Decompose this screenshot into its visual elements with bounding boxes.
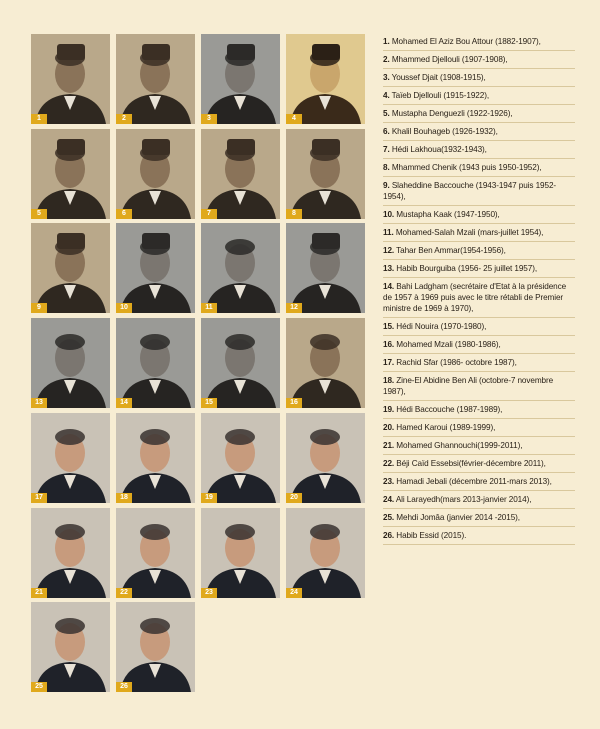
portrait-photo [31,602,110,692]
list-item [383,437,575,455]
portrait-number-badge: 4 [286,114,302,124]
list-item-text: Hamed Karoui (1989-1999), [394,423,496,432]
portrait-number-badge: 25 [31,682,47,692]
portrait-number-badge: 26 [116,682,132,692]
list-item-number: 14. [383,282,395,291]
portrait-number-badge: 3 [201,114,217,124]
portrait-number-badge: 9 [31,303,47,313]
list-item-number: 20. [383,423,395,432]
portrait-photo [31,34,110,124]
portrait-13 [31,318,110,408]
list-item-text: Zine-El Abidine Ben Ali (octobre-7 novembre 1987), [383,376,554,396]
list-item-number: 17. [383,358,395,367]
list-item-number: 9. [383,181,390,190]
list-item [383,206,575,224]
portrait-12 [286,223,365,313]
list-item [383,141,575,159]
portrait-photo [286,129,365,219]
list-item [383,318,575,336]
list-item-text: Mohamed Mzali (1980-1986), [394,340,501,349]
list-item-text: Mohamed Ghannouchi(1999-2011), [394,441,523,450]
list-item-number: 21. [383,441,395,450]
list-item-text: Tahar Ben Ammar(1954-1956), [394,246,506,255]
portrait-16 [286,318,365,408]
list-item-text: Mohamed El Aziz Bou Attour (1882-1907), [389,37,541,46]
list-item [383,473,575,491]
portrait-2 [116,34,195,124]
portrait-7 [201,129,280,219]
list-item-text: Hédi Baccouche (1987-1989), [394,405,503,414]
list-item-text: Mehdi Jomâa (janvier 2014 -2015), [394,513,520,522]
list-item-number: 3. [383,73,390,82]
portrait-photo [201,129,280,219]
list-item-text: Hamadi Jebali (décembre 2011-mars 2013), [394,477,552,486]
list-item [383,354,575,372]
list-item-text: Hédi Lakhoua(1932-1943), [389,145,487,154]
portrait-photo [286,34,365,124]
list-item-text: Mustapha Kaak (1947-1950), [394,210,500,219]
list-item-number: 24. [383,495,395,504]
portrait-photo [31,413,110,503]
portrait-18 [116,413,195,503]
list-item-number: 19. [383,405,395,414]
portrait-photo [201,318,280,408]
portrait-number-badge: 15 [201,398,217,408]
portrait-number-badge: 8 [286,209,302,219]
portrait-8 [286,129,365,219]
list-item-number: 5. [383,109,390,118]
portrait-24 [286,508,365,598]
portrait-number-badge: 20 [286,493,302,503]
portrait-photo [286,223,365,313]
portrait-number-badge: 5 [31,209,47,219]
list-item-text: Khalil Bouhageb (1926-1932), [389,127,498,136]
list-item-text: Hédi Nouira (1970-1980), [394,322,487,331]
list-item [383,372,575,401]
portrait-9 [31,223,110,313]
portrait-19 [201,413,280,503]
portrait-14 [116,318,195,408]
list-item-text: Béji Caïd Essebsi(février-décembre 2011), [394,459,546,468]
list-item [383,123,575,141]
list-item [383,33,575,51]
portrait-number-badge: 16 [286,398,302,408]
list-item [383,527,575,545]
list-item [383,336,575,354]
list-item [383,260,575,278]
portrait-number-badge: 21 [31,588,47,598]
portrait-number-badge: 6 [116,209,132,219]
portrait-photo [31,318,110,408]
portrait-26 [116,602,195,692]
list-item-number: 16. [383,340,395,349]
list-item-number: 18. [383,376,395,385]
portrait-photo [286,318,365,408]
portrait-25 [31,602,110,692]
list-item-number: 23. [383,477,395,486]
portrait-photo [286,413,365,503]
list-item-number: 1. [383,37,390,46]
list-item-text: Mhammed Djellouli (1907-1908), [389,55,508,64]
portrait-1 [31,34,110,124]
portrait-photo [201,508,280,598]
portrait-photo [31,508,110,598]
portrait-number-badge: 19 [201,493,217,503]
list-item-text: Mustapha Denguezli (1922-1926), [389,109,513,118]
portrait-6 [116,129,195,219]
portrait-number-badge: 18 [116,493,132,503]
list-item-text: Bahi Ladgham (secrétaire d'Etat à la présidence de 1957 à 1969 puis avec le titre rétabli de Premier ministre de 1969 à 1970), [383,282,567,313]
list-item-text: Youssef Djait (1908-1915), [389,73,486,82]
list-item-number: 22. [383,459,395,468]
portrait-photo [201,413,280,503]
list-item-number: 15. [383,322,395,331]
portrait-photo [286,508,365,598]
prime-minister-list [383,33,575,545]
portrait-17 [31,413,110,503]
list-item-number: 8. [383,163,390,172]
portrait-23 [201,508,280,598]
list-item [383,51,575,69]
list-item [383,69,575,87]
portrait-number-badge: 17 [31,493,47,503]
list-item [383,177,575,206]
list-item [383,509,575,527]
portrait-22 [116,508,195,598]
portrait-photo [116,413,195,503]
list-item-text: Habib Essid (2015). [394,531,467,540]
portrait-number-badge: 10 [116,303,132,313]
list-item-number: 13. [383,264,395,273]
portrait-photo [201,223,280,313]
portrait-photo [31,223,110,313]
portrait-photo [201,34,280,124]
list-item-number: 4. [383,91,390,100]
list-item [383,159,575,177]
list-item [383,419,575,437]
portrait-11 [201,223,280,313]
portrait-number-badge: 11 [201,303,217,313]
list-item [383,87,575,105]
portrait-4 [286,34,365,124]
portrait-number-badge: 12 [286,303,302,313]
list-item-number: 6. [383,127,390,136]
portrait-number-badge: 23 [201,588,217,598]
portrait-photo [116,223,195,313]
portrait-3 [201,34,280,124]
list-item [383,401,575,419]
list-item-number: 12. [383,246,395,255]
portrait-photo [116,129,195,219]
list-item-number: 25. [383,513,395,522]
portrait-number-badge: 24 [286,588,302,598]
portrait-20 [286,413,365,503]
portrait-5 [31,129,110,219]
list-item-text: Taïeb Djellouli (1915-1922), [389,91,489,100]
list-item-text: Ali Larayedh(mars 2013-janvier 2014), [394,495,532,504]
portrait-photo [116,508,195,598]
list-item-number: 10. [383,210,395,219]
portrait-photo [116,318,195,408]
portrait-15 [201,318,280,408]
list-item-number: 7. [383,145,390,154]
list-item [383,278,575,318]
list-item-text: Slaheddine Baccouche (1943-1947 puis 1952-1954), [383,181,557,201]
list-item [383,242,575,260]
list-item-text: Mhammed Chenik (1943 puis 1950-1952), [389,163,542,172]
portrait-21 [31,508,110,598]
portrait-photo [116,34,195,124]
portrait-number-badge: 13 [31,398,47,408]
list-item-text: Habib Bourguiba (1956- 25 juillet 1957), [394,264,538,273]
portrait-photo [116,602,195,692]
list-item-number: 2. [383,55,390,64]
list-item-text: Mohamed-Salah Mzali (mars-juillet 1954), [393,228,544,237]
portrait-number-badge: 22 [116,588,132,598]
list-item [383,224,575,242]
portrait-number-badge: 2 [116,114,132,124]
list-item [383,105,575,123]
list-item [383,491,575,509]
list-item-number: 26. [383,531,395,540]
list-item-text: Rachid Sfar (1986- octobre 1987), [394,358,517,367]
portrait-10 [116,223,195,313]
portrait-photo [31,129,110,219]
portrait-number-badge: 1 [31,114,47,124]
list-item [383,455,575,473]
list-item-number: 11. [383,228,394,237]
portrait-number-badge: 7 [201,209,217,219]
portrait-number-badge: 14 [116,398,132,408]
